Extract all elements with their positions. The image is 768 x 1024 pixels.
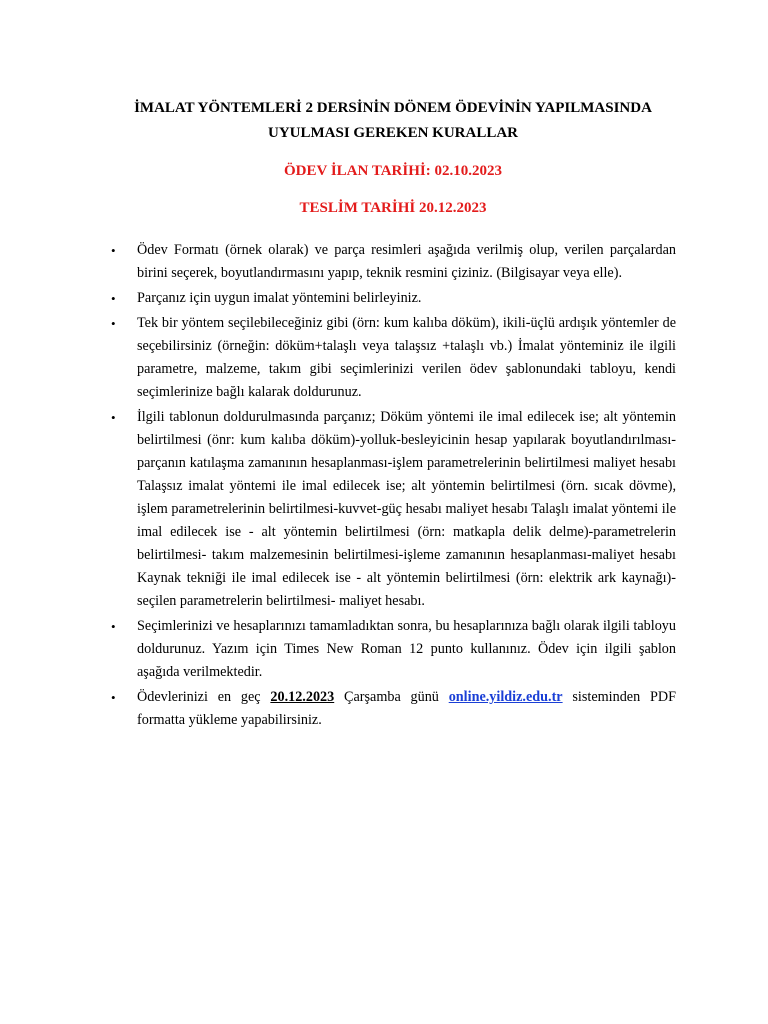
rule-item: [110, 312, 676, 404]
rule-item: [110, 287, 676, 310]
title-line-2: UYULMASI GEREKEN KURALLAR: [267, 125, 519, 141]
submission-prefix: Ödevlerinizi en geç: [137, 689, 271, 705]
bullet-icon: •: [111, 243, 116, 258]
rule-item-submission: [110, 686, 676, 732]
rule-text: İlgili tablonun doldurulmasında parçanız; Döküm yöntemi ile imal edilecek ise; alt yöntemin belirtilmesi (önr: kum kalıba döküm)-yolluk-besleyicinin hesap yapılarak boyutlandırılması-parçanın katılaşma zamanının hesaplanması-işlem parametrelerinin belirtilmesi maliyet hesabı Talaşsız imalat yöntemi ile imal edilecek ise; alt yöntemin belirtilmesi (örn. sıcak dövme), işlem parametrelerinin belirtilmesi-kuvvet-güç hesabı maliyet hesabı Talaşlı imalat yöntemi ile imal edilecek ise - alt yöntemin belirtilmesi (örn: matkapla delik delme)-parametrelerin belirtilmesi- takım malzemesinin belirtilmesi-işleme zamanının hesaplanması-maliyet hesabı Kaynak tekniği ile imal edilecek ise - alt yöntemin belirtilmesi (örn: elektrik ark kaynağı)- seçilen parametrelerin belirtilmesi- maliyet hesabı.: [137, 409, 676, 609]
bullet-icon: •: [111, 690, 116, 705]
submission-date: 20.12.2023: [270, 689, 335, 705]
title-line-1: İMALAT YÖNTEMLERİ 2 DERSİNİN DÖNEM ÖDEVİNİN YAPILMASINDA: [134, 100, 652, 116]
rule-text: Tek bir yöntem seçilebileceğiniz gibi (örn: kum kalıba döküm), ikili-üçlü ardışık yöntemler de seçebilirsiniz (örneğin: döküm+talaşlı veya talaşsız +talaşlı vb.) İmalat yönteminiz ile ilgili parametre, malzeme, takım gibi seçimlerinizi verilen ödev şablonundaki tabloyu, kendi seçimlerinize bağlı kalarak doldurunuz.: [137, 315, 676, 400]
bullet-icon: •: [111, 291, 116, 306]
bullet-icon: •: [111, 619, 116, 634]
submission-middle: Çarşamba günü: [334, 689, 449, 705]
rule-item: [110, 406, 676, 613]
rule-text: Seçimlerinizi ve hesaplarınızı tamamladıktan sonra, bu hesaplarınıza bağlı olarak ilgili tabloyu doldurunuz. Yazım için Times New Roman 12 punto kullanınız. Ödev için ilgili şablon aşağıda verilmektedir.: [137, 618, 676, 680]
deadline-date: TESLİM TARİHİ 20.12.2023: [299, 200, 487, 216]
bullet-icon: •: [111, 410, 116, 425]
rule-text: Parçanız için uygun imalat yöntemini belirleyiniz.: [137, 290, 422, 306]
rules-list: [110, 239, 676, 732]
bullet-icon: •: [111, 316, 116, 331]
rule-item: [110, 239, 676, 285]
announce-date: ÖDEV İLAN TARİHİ: 02.10.2023: [284, 163, 502, 179]
rule-text: Ödev Formatı (örnek olarak) ve parça resimleri aşağıda verilmiş olup, verilen parçalardan birini seçerek, boyutlandırmasını yapıp, teknik resmini çiziniz. (Bilgisayar veya elle).: [137, 242, 676, 281]
submission-link[interactable]: online.yildiz.edu.tr: [448, 689, 563, 705]
submission-suffix: sisteminden PDF formatta yükleme yapabilirsiniz.: [137, 689, 676, 728]
document-title: [110, 96, 676, 146]
rule-item: [110, 615, 676, 684]
